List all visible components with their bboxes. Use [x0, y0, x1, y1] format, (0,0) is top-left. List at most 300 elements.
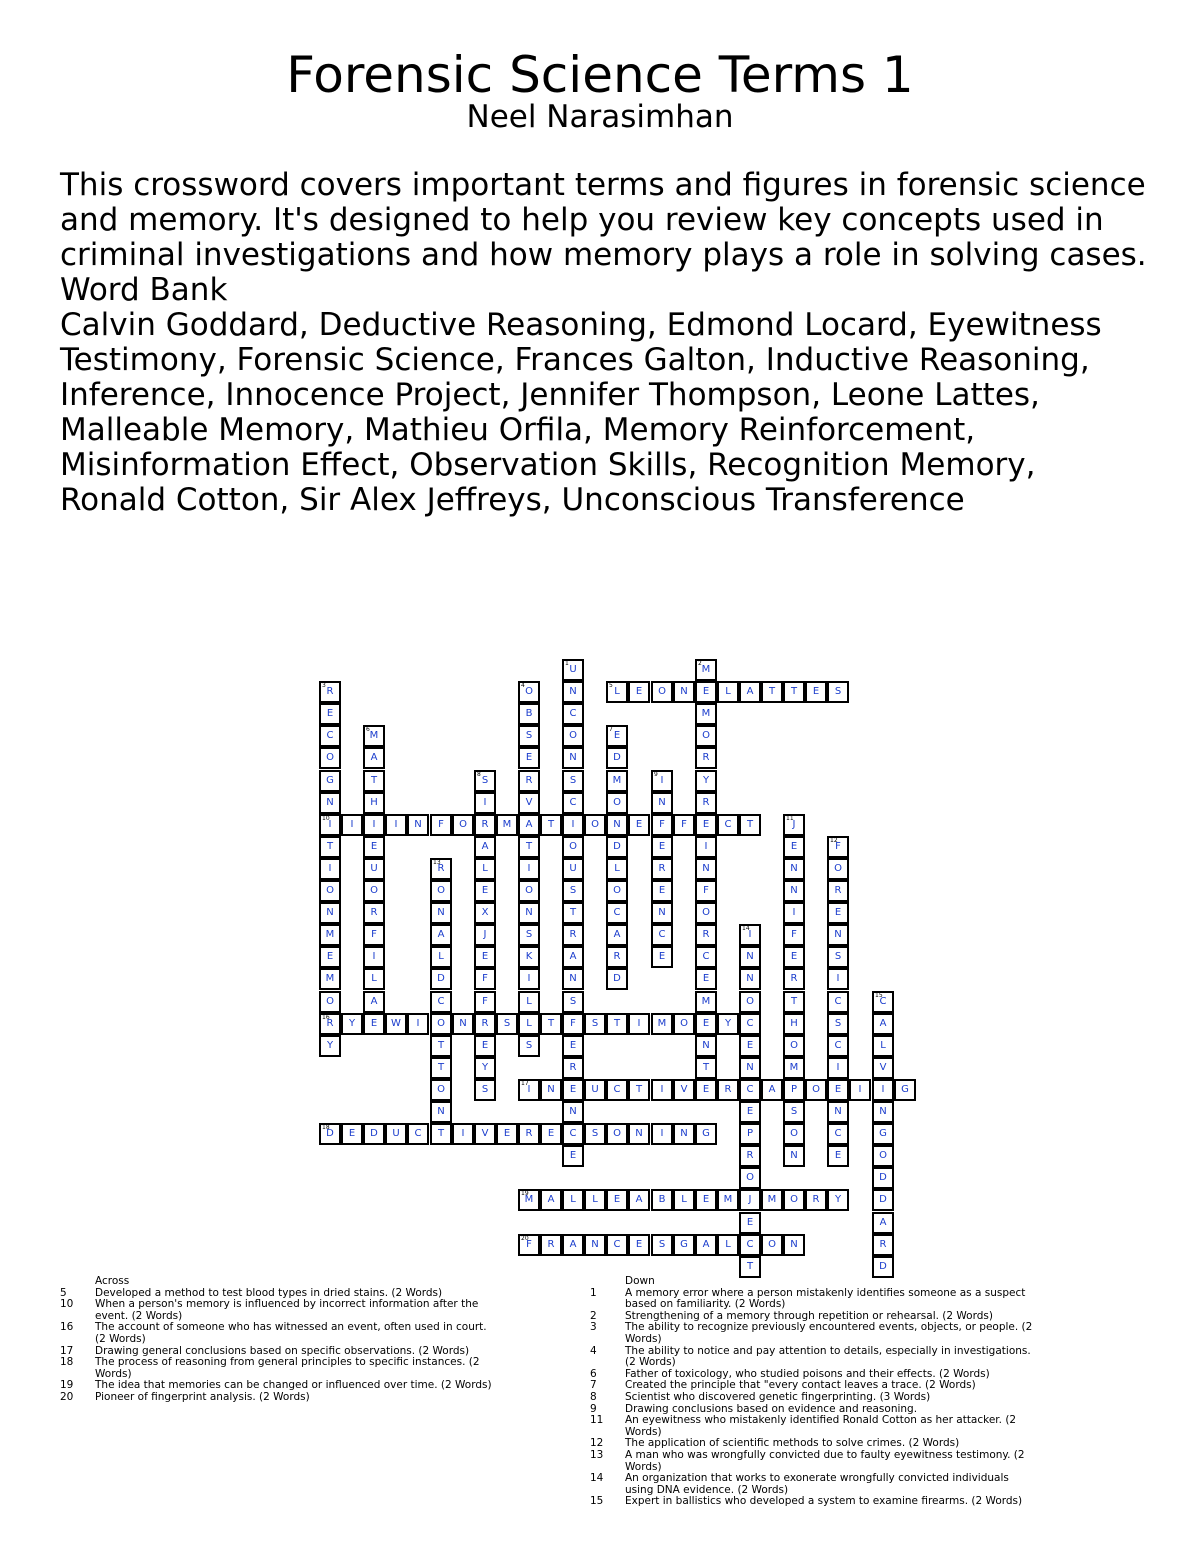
cell-letter: A	[635, 1194, 643, 1205]
cell-letter: U	[591, 1084, 599, 1095]
intro-text: This crossword covers important terms and figures in forensic science and memory. It's designed to help you review key concepts used in criminal investigations and how memory plays a role in solving cases. Word Bank Calvin Goddard, Deductive Reasoning, Edmond Locard, Eyewitness Testimony, Forensic Science, Frances Galton, Inductive Reasoning, Inference, Innocence Project, Jennifer Thompson, Leone Lattes, Malleable Memory, Mathieu Orfila, Memory Reinforcement, Misinformation Effect, Observation Skills, Recognition Memory, Ronald Cotton, Sir Alex Jeffreys, Unconscious Transference	[60, 167, 1147, 518]
clue-number: 19	[60, 1379, 74, 1392]
clue-text: The idea that memories can be changed or influenced over time. (2 Words)	[95, 1379, 492, 1392]
grid-cell	[562, 792, 584, 814]
cell-letter: N	[680, 686, 688, 697]
clue-text: The ability to notice and pay attention to details, especially in investigations. (2 Words)	[625, 1344, 1031, 1369]
grid-cell	[673, 814, 695, 836]
grid-cell	[341, 1123, 363, 1145]
grid-cell	[363, 991, 385, 1013]
grid-cell	[319, 858, 341, 880]
grid-cell	[739, 1013, 761, 1035]
cell-letter: Y	[702, 775, 710, 786]
cell-letter: N	[569, 686, 577, 697]
cell-letter: I	[858, 1084, 862, 1095]
grid-cell	[430, 1013, 452, 1035]
cell-letter: L	[614, 686, 620, 697]
grid-cell	[518, 725, 540, 747]
across-clue-list	[60, 1288, 500, 1404]
grid-cell	[562, 946, 584, 968]
grid-cell	[805, 1189, 827, 1211]
cell-letter: I	[350, 819, 354, 830]
cell-letter: G	[326, 775, 334, 786]
grid-cell	[651, 770, 673, 792]
grid-cell	[518, 1189, 540, 1211]
grid-cell	[474, 1079, 496, 1101]
grid-cell	[827, 902, 849, 924]
grid-cell	[695, 858, 717, 880]
cell-letter: E	[326, 708, 334, 719]
cell-letter: T	[746, 819, 754, 830]
grid-cell	[695, 725, 717, 747]
grid-cell	[540, 1079, 562, 1101]
grid-cell	[540, 814, 562, 836]
grid-cell	[385, 1013, 407, 1035]
grid-cell	[695, 1013, 717, 1035]
grid-cell	[695, 1234, 717, 1256]
grid-cell	[430, 1123, 452, 1145]
grid-cell	[363, 946, 385, 968]
grid-cell	[518, 703, 540, 725]
grid-cell	[827, 1101, 849, 1123]
grid-cell	[651, 858, 673, 880]
cell-letter: N	[459, 1018, 467, 1029]
grid-cell	[673, 1013, 695, 1035]
grid-cell	[695, 1057, 717, 1079]
cell-letter: R	[702, 797, 710, 808]
cell-letter: N	[746, 1062, 754, 1073]
cell-letter: E	[569, 1150, 577, 1161]
grid-cell	[872, 1013, 894, 1035]
clue-number: 7	[590, 1379, 597, 1392]
cell-letter: T	[746, 1261, 754, 1272]
cell-letter: O	[613, 1128, 621, 1139]
cell-letter: R	[812, 1194, 820, 1205]
cell-letter: E	[547, 1128, 555, 1139]
cell-letter: F	[482, 996, 488, 1007]
grid-cell	[363, 968, 385, 990]
clue-number: 12	[590, 1437, 604, 1450]
cell-letter: A	[613, 929, 621, 940]
grid-cell	[540, 1234, 562, 1256]
cell-letter: O	[591, 819, 599, 830]
grid-cell	[761, 681, 783, 703]
grid-cell	[628, 1123, 650, 1145]
clue-text: The ability to recognize previously encountered events, objects, or people. (2 Words)	[625, 1321, 1033, 1345]
cell-letter: M	[325, 973, 335, 984]
cell-letter: A	[768, 1084, 776, 1095]
grid-cell	[562, 968, 584, 990]
cell-letter: L	[725, 686, 731, 697]
cell-letter: E	[503, 1128, 511, 1139]
grid-cell	[562, 1079, 584, 1101]
grid-cell	[584, 1123, 606, 1145]
grid-cell	[319, 681, 341, 703]
grid-cell	[319, 770, 341, 792]
grid-cell	[407, 1123, 429, 1145]
grid-cell	[430, 1057, 452, 1079]
grid-cell	[430, 858, 452, 880]
clue-number: 12	[830, 837, 838, 844]
cell-letter: F	[526, 1239, 532, 1250]
across-clue	[60, 1322, 500, 1345]
grid-cell	[496, 1123, 518, 1145]
grid-cell	[363, 902, 385, 924]
clue-number: 15	[875, 992, 883, 999]
cell-letter: G	[879, 1128, 887, 1139]
grid-cell	[562, 747, 584, 769]
grid-cell	[496, 1013, 518, 1035]
cell-letter: T	[525, 841, 533, 852]
cell-letter: U	[392, 1128, 400, 1139]
cell-letter: A	[746, 686, 754, 697]
cell-letter: E	[702, 686, 710, 697]
grid-cell	[805, 1079, 827, 1101]
grid-cell	[717, 1013, 739, 1035]
cell-letter: N	[790, 863, 798, 874]
cell-letter: B	[658, 1194, 666, 1205]
cell-letter: W	[391, 1018, 401, 1029]
grid-cell	[518, 836, 540, 858]
cell-letter: R	[569, 1062, 577, 1073]
cell-letter: L	[482, 863, 488, 874]
clue-number: 13	[433, 859, 441, 866]
cell-letter: E	[834, 1150, 842, 1161]
grid-cell	[695, 1123, 717, 1145]
grid-cell	[319, 725, 341, 747]
grid-cell	[872, 1079, 894, 1101]
grid-cell	[783, 1079, 805, 1101]
cell-letter: F	[570, 1018, 576, 1029]
clue-text: Developed a method to test blood types in dried stains. (2 Words)	[95, 1286, 443, 1299]
grid-cell	[628, 814, 650, 836]
cell-letter: S	[569, 885, 577, 896]
cell-letter: L	[526, 1018, 532, 1029]
cell-letter: O	[680, 1018, 688, 1029]
cell-letter: R	[525, 775, 533, 786]
grid-cell	[695, 659, 717, 681]
grid-cell	[783, 1035, 805, 1057]
grid-cell	[562, 924, 584, 946]
grid-cell	[717, 681, 739, 703]
down-clue	[590, 1346, 1040, 1369]
grid-cell	[474, 814, 496, 836]
cell-letter: E	[481, 885, 489, 896]
cell-letter: O	[613, 885, 621, 896]
cell-letter: D	[879, 1194, 887, 1205]
grid-cell	[651, 836, 673, 858]
cell-letter: T	[437, 1062, 445, 1073]
cell-letter: I	[704, 841, 708, 852]
cell-letter: I	[483, 797, 487, 808]
cell-letter: C	[569, 797, 577, 808]
cell-letter: F	[703, 885, 709, 896]
grid-cell	[739, 1079, 761, 1101]
cell-letter: S	[503, 1018, 511, 1029]
cell-letter: O	[746, 1172, 754, 1183]
grid-cell	[562, 725, 584, 747]
cell-letter: A	[702, 1239, 710, 1250]
cell-letter: E	[702, 973, 710, 984]
clue-number: 16	[60, 1321, 74, 1334]
grid-cell	[363, 747, 385, 769]
clue-number: 20	[60, 1390, 74, 1403]
cell-letter: I	[836, 973, 840, 984]
cell-letter: U	[370, 863, 378, 874]
grid-cell	[606, 747, 628, 769]
cell-letter: P	[746, 1128, 754, 1139]
grid-cell	[606, 1234, 628, 1256]
cell-letter: C	[724, 819, 732, 830]
cell-letter: P	[790, 1084, 798, 1095]
cell-letter: R	[326, 1018, 334, 1029]
clue-text: Scientist who discovered genetic fingerprinting. (3 Words)	[625, 1390, 931, 1403]
cell-letter: S	[525, 929, 533, 940]
grid-cell	[739, 1101, 761, 1123]
grid-cell	[695, 836, 717, 858]
grid-cell	[739, 1145, 761, 1167]
grid-cell	[717, 1234, 739, 1256]
grid-cell	[562, 814, 584, 836]
grid-cell	[518, 880, 540, 902]
cell-letter: S	[525, 730, 533, 741]
cell-letter: R	[834, 885, 842, 896]
cell-letter: N	[658, 907, 666, 918]
cell-letter: T	[768, 686, 776, 697]
cell-letter: E	[635, 686, 643, 697]
cell-letter: R	[569, 929, 577, 940]
cell-letter: T	[613, 1018, 621, 1029]
cell-letter: O	[613, 797, 621, 808]
cell-letter: A	[370, 752, 378, 763]
grid-cell	[606, 1189, 628, 1211]
grid-cell	[474, 858, 496, 880]
down-clue	[590, 1473, 1040, 1496]
grid-cell	[651, 902, 673, 924]
grid-cell	[518, 1123, 540, 1145]
grid-cell	[319, 814, 341, 836]
cell-letter: L	[725, 1239, 731, 1250]
grid-cell	[363, 814, 385, 836]
cell-letter: E	[569, 1084, 577, 1095]
grid-cell	[695, 902, 717, 924]
grid-cell	[430, 902, 452, 924]
cell-letter: L	[592, 1194, 598, 1205]
grid-cell	[430, 1079, 452, 1101]
grid-cell	[872, 1057, 894, 1079]
cell-letter: C	[613, 1239, 621, 1250]
cell-letter: E	[635, 1239, 643, 1250]
grid-cell	[739, 946, 761, 968]
cell-letter: M	[767, 1194, 777, 1205]
grid-cell	[872, 1167, 894, 1189]
grid-cell	[827, 946, 849, 968]
grid-cell	[518, 946, 540, 968]
grid-cell	[562, 902, 584, 924]
cell-letter: M	[701, 708, 711, 719]
cell-letter: R	[525, 1128, 533, 1139]
cell-letter: O	[702, 730, 710, 741]
cell-letter: R	[790, 973, 798, 984]
grid-cell	[474, 902, 496, 924]
cell-letter: L	[681, 1194, 687, 1205]
cell-letter: F	[659, 819, 665, 830]
cell-letter: N	[658, 797, 666, 808]
clue-number: 19	[521, 1190, 529, 1197]
grid-cell	[739, 681, 761, 703]
grid-cell	[717, 1079, 739, 1101]
cell-letter: T	[547, 819, 555, 830]
grid-cell	[319, 880, 341, 902]
grid-cell	[430, 991, 452, 1013]
cell-letter: M	[723, 1194, 733, 1205]
grid-cell	[319, 1123, 341, 1145]
grid-cell	[319, 747, 341, 769]
cell-letter: M	[325, 929, 335, 940]
cell-letter: L	[438, 951, 444, 962]
grid-cell	[872, 1101, 894, 1123]
grid-cell	[827, 924, 849, 946]
grid-cell	[562, 1035, 584, 1057]
grid-cell	[651, 946, 673, 968]
cell-letter: C	[569, 1128, 577, 1139]
down-clue-list	[590, 1288, 1040, 1508]
grid-cell	[606, 770, 628, 792]
grid-cell	[385, 1123, 407, 1145]
cell-letter: E	[702, 1084, 710, 1095]
cell-letter: I	[394, 819, 398, 830]
grid-cell	[540, 1013, 562, 1035]
grid-cell	[827, 1145, 849, 1167]
grid-cell	[606, 792, 628, 814]
grid-cell	[739, 1167, 761, 1189]
grid-cell	[606, 1079, 628, 1101]
cell-letter: R	[547, 1239, 555, 1250]
grid-cell	[474, 991, 496, 1013]
cell-letter: Y	[481, 1062, 489, 1073]
grid-cell	[518, 681, 540, 703]
cell-letter: L	[570, 1194, 576, 1205]
cell-letter: C	[658, 929, 666, 940]
cell-letter: A	[879, 1018, 887, 1029]
cell-letter: R	[370, 907, 378, 918]
grid-cell	[606, 1013, 628, 1035]
cell-letter: E	[746, 1217, 754, 1228]
cell-letter: O	[326, 885, 334, 896]
cell-letter: I	[637, 1018, 641, 1029]
grid-cell	[474, 836, 496, 858]
cell-letter: N	[569, 973, 577, 984]
grid-cell	[584, 1234, 606, 1256]
cell-letter: O	[459, 819, 467, 830]
cell-letter: R	[613, 951, 621, 962]
cell-letter: T	[437, 1128, 445, 1139]
cell-letter: U	[569, 863, 577, 874]
grid-cell	[695, 968, 717, 990]
clue-text: Pioneer of fingerprint analysis. (2 Words)	[95, 1390, 310, 1403]
grid-cell	[783, 858, 805, 880]
cell-letter: I	[372, 819, 376, 830]
grid-cell	[695, 770, 717, 792]
grid-cell	[628, 1079, 650, 1101]
page-title: Forensic Science Terms 1	[286, 46, 914, 104]
cell-letter: N	[702, 1040, 710, 1051]
cell-letter: O	[437, 1018, 445, 1029]
grid-cell	[562, 659, 584, 681]
grid-cell	[474, 770, 496, 792]
grid-cell	[606, 1123, 628, 1145]
cell-letter: J	[748, 1194, 752, 1205]
cell-letter: E	[613, 730, 621, 741]
down-heading: Down	[625, 1275, 655, 1287]
cell-letter: S	[481, 775, 489, 786]
grid-cell	[562, 1123, 584, 1145]
cell-letter: C	[746, 1018, 754, 1029]
cell-letter: F	[791, 929, 797, 940]
cell-letter: O	[525, 686, 533, 697]
grid-cell	[474, 1035, 496, 1057]
cell-letter: M	[701, 996, 711, 1007]
cell-letter: J	[792, 819, 796, 830]
cell-letter: N	[326, 907, 334, 918]
clue-text: A memory error where a person mistakenly identifies someone as a suspect based on familiarity. (2 Words)	[625, 1286, 1026, 1311]
cell-letter: Y	[834, 1194, 842, 1205]
grid-cell	[474, 1013, 496, 1035]
cell-letter: E	[658, 885, 666, 896]
cell-letter: K	[525, 951, 533, 962]
cell-letter: M	[369, 730, 379, 741]
cell-letter: J	[483, 929, 487, 940]
grid-cell	[518, 814, 540, 836]
grid-cell	[761, 1189, 783, 1211]
grid-cell	[695, 681, 717, 703]
grid-cell	[562, 1145, 584, 1167]
cell-letter: N	[326, 797, 334, 808]
cell-letter: X	[481, 907, 489, 918]
cell-letter: G	[702, 1128, 710, 1139]
cell-letter: M	[612, 775, 622, 786]
grid-cell	[452, 814, 474, 836]
cell-letter: M	[502, 819, 512, 830]
grid-cell	[872, 1145, 894, 1167]
cell-letter: N	[834, 929, 842, 940]
grid-cell	[695, 1189, 717, 1211]
grid-cell	[319, 703, 341, 725]
grid-cell	[474, 1123, 496, 1145]
cell-letter: O	[569, 730, 577, 741]
grid-cell	[562, 703, 584, 725]
grid-cell	[695, 880, 717, 902]
cell-letter: O	[834, 863, 842, 874]
cell-letter: N	[879, 1106, 887, 1117]
grid-cell	[518, 1035, 540, 1057]
cell-letter: E	[702, 1194, 710, 1205]
clue-text: An organization that works to exonerate wrongfully convicted individuals using DNA evidence. (2 Words)	[625, 1472, 1009, 1496]
cell-letter: D	[326, 1128, 334, 1139]
cell-letter: I	[461, 1128, 465, 1139]
grid-cell	[319, 902, 341, 924]
cell-letter: N	[613, 819, 621, 830]
cell-letter: N	[702, 863, 710, 874]
clue-number: 6	[366, 726, 370, 733]
grid-cell	[628, 1189, 650, 1211]
cell-letter: S	[834, 686, 842, 697]
grid-cell	[783, 1123, 805, 1145]
cell-letter: N	[635, 1128, 643, 1139]
grid-cell	[430, 946, 452, 968]
cell-letter: C	[414, 1128, 422, 1139]
grid-cell	[341, 1013, 363, 1035]
